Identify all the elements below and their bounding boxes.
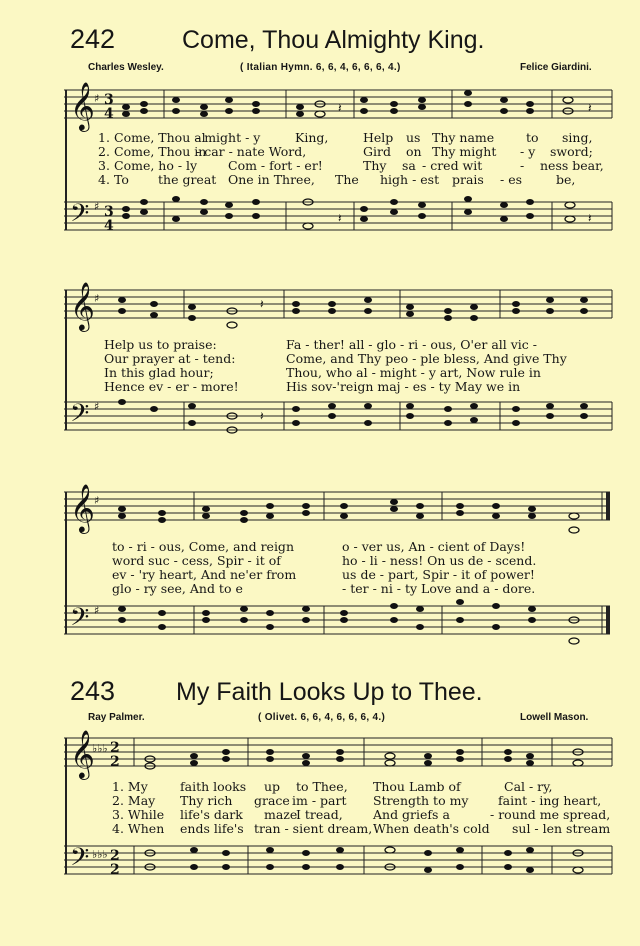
- lyric-line: ev - 'ry heart, And ne'er from: [112, 567, 297, 582]
- lyric-syllable: sa: [402, 158, 416, 173]
- svg-text:♯: ♯: [94, 200, 100, 213]
- lyric-line: Our prayer at - tend:: [104, 351, 236, 366]
- lyric-syllable: - might - y: [196, 130, 261, 145]
- svg-text:𝄞: 𝄞: [70, 281, 95, 330]
- lyric-syllable: Thy rich: [180, 793, 233, 808]
- svg-text:♯: ♯: [94, 604, 100, 617]
- lyric-syllable: Com - fort - er!: [228, 158, 323, 173]
- hymn-composer: Lowell Mason.: [520, 712, 589, 723]
- hymn-number: 242: [70, 24, 116, 54]
- lyric-syllable: I tread,: [296, 807, 343, 822]
- lyric-line: glo - ry see, And to e: [112, 581, 243, 596]
- hymn-author: Charles Wesley.: [88, 62, 164, 73]
- lyric-line: Fa - ther! all - glo - ri - ous, O'er all vic -: [286, 337, 537, 352]
- svg-text:3: 3: [104, 204, 114, 220]
- lyric-syllable: Thy: [363, 158, 387, 173]
- svg-text:♯: ♯: [94, 92, 100, 105]
- lyric-syllable: - y: [520, 144, 536, 159]
- lyric-syllable: sing,: [562, 130, 593, 145]
- lyric-syllable: Help: [363, 130, 394, 145]
- lyric-syllable: ends life's: [180, 821, 244, 836]
- lyric-syllable: - cred wit: [422, 158, 483, 173]
- lyric-syllable: maze: [264, 807, 298, 822]
- lyric-syllable: us: [406, 130, 421, 145]
- svg-text:2: 2: [110, 740, 120, 756]
- verse-4-num: 4.: [98, 172, 110, 187]
- lyric-syllable: Come, Thou al: [114, 130, 206, 145]
- lyric-syllable: To: [114, 172, 129, 187]
- lyric-line: ho - li - ness! On us de - scend.: [342, 553, 537, 568]
- svg-text:𝄢: 𝄢: [70, 199, 90, 234]
- svg-text:𝄽: 𝄽: [588, 211, 592, 225]
- hymn-title: My Faith Looks Up to Thee.: [176, 678, 483, 706]
- lyric-syllable: be,: [556, 172, 576, 187]
- svg-text:𝄽: 𝄽: [338, 211, 342, 225]
- lyric-line: Come, and Thy peo - ple bless, And give Thy: [286, 351, 567, 366]
- svg-text:𝄢: 𝄢: [70, 399, 90, 434]
- svg-text:♯: ♯: [94, 292, 100, 305]
- lyric-syllable: 2. May: [112, 793, 156, 808]
- lyric-syllable: faith looks: [180, 779, 247, 794]
- verse-3-num: 3.: [98, 158, 110, 173]
- lyric-syllable: up: [264, 779, 281, 794]
- lyric-syllable: One in Three,: [228, 172, 315, 187]
- lyric-syllable: faint - ing heart,: [498, 793, 602, 808]
- lyric-line: Help us to praise:: [104, 337, 217, 352]
- hymn-tune: ( Italian Hymn. 6, 6, 4, 6, 6, 6, 4.): [240, 62, 401, 73]
- svg-text:♯: ♯: [94, 494, 100, 507]
- hymn-composer: Felice Giardini.: [520, 62, 592, 73]
- svg-text:𝄽: 𝄽: [338, 101, 342, 115]
- lyric-syllable: Cal - ry,: [504, 779, 553, 794]
- lyric-line: - ter - ni - ty Love and a - dore.: [342, 581, 536, 596]
- lyric-syllable: -: [520, 158, 525, 173]
- svg-text:𝄽: 𝄽: [260, 297, 264, 311]
- svg-text:♭♭♭: ♭♭♭: [92, 848, 108, 861]
- svg-text:𝄞: 𝄞: [70, 729, 95, 778]
- lyric-syllable: - es: [500, 172, 523, 187]
- lyric-syllable: life's dark: [180, 807, 243, 822]
- lyric-syllable: Thy might: [432, 144, 497, 159]
- svg-text:4: 4: [104, 106, 114, 122]
- hymn-title: Come, Thou Almighty King.: [182, 26, 485, 54]
- verse-2-num: 2.: [98, 144, 110, 159]
- lyric-syllable: - car - nate Word,: [196, 144, 307, 159]
- lyric-line: to - ri - ous, Come, and reign: [112, 539, 294, 554]
- hymn-tune: ( Olivet. 6, 6, 4, 6, 6, 6, 4.): [258, 712, 386, 723]
- svg-text:𝄢: 𝄢: [70, 603, 90, 638]
- lyric-syllable: sul - len stream: [512, 821, 611, 836]
- lyric-syllable: on: [406, 144, 422, 159]
- lyric-syllable: ness bear,: [540, 158, 604, 173]
- lyric-syllable: The: [335, 172, 359, 187]
- svg-text:2: 2: [110, 848, 120, 864]
- lyric-syllable: Come, ho - ly: [114, 158, 198, 173]
- lyric-syllable: Strength to my: [373, 793, 469, 808]
- lyric-syllable: prais: [452, 172, 484, 187]
- svg-text:♯: ♯: [94, 400, 100, 413]
- svg-text:𝄞: 𝄞: [70, 483, 95, 532]
- lyric-line: Hence ev - er - more!: [104, 379, 239, 394]
- lyric-line: In this glad hour;: [104, 365, 214, 380]
- lyric-syllable: im - part: [292, 793, 347, 808]
- lyric-syllable: to: [526, 130, 539, 145]
- svg-text:♭♭♭: ♭♭♭: [92, 742, 108, 755]
- svg-text:4: 4: [104, 218, 114, 234]
- lyric-line: His sov-'reign maj - es - ty May we in: [286, 379, 521, 394]
- lyric-syllable: Thou Lamb of: [373, 779, 461, 794]
- svg-text:𝄢: 𝄢: [70, 843, 90, 878]
- lyric-syllable: sword;: [550, 144, 593, 159]
- hymn-number: 243: [70, 676, 116, 706]
- lyric-syllable: grace: [254, 793, 290, 808]
- lyric-line: Thou, who al - might - y art, Now rule in: [286, 365, 541, 380]
- lyric-syllable: And griefs a: [373, 807, 450, 822]
- lyric-syllable: to Thee,: [296, 779, 348, 794]
- lyric-line: word suc - cess, Spir - it of: [112, 553, 281, 568]
- verse-1-num: 1.: [98, 130, 110, 145]
- hymn-author: Ray Palmer.: [88, 712, 145, 723]
- lyric-syllable: 4. When: [112, 821, 165, 836]
- lyric-syllable: King,: [295, 130, 329, 145]
- lyric-syllable: 3. While: [112, 807, 165, 822]
- svg-text:2: 2: [110, 754, 120, 770]
- svg-text:𝄽: 𝄽: [260, 409, 264, 423]
- lyric-syllable: Come, Thou in: [114, 144, 207, 159]
- svg-text:𝄞: 𝄞: [70, 81, 95, 130]
- svg-text:𝄽: 𝄽: [588, 101, 592, 115]
- lyric-syllable: - round me spread,: [490, 807, 611, 822]
- lyric-syllable: Gird: [363, 144, 391, 159]
- lyric-syllable: 1. My: [112, 779, 148, 794]
- lyric-syllable: When death's cold: [373, 821, 490, 836]
- lyric-line: us de - part, Spir - it of power!: [342, 567, 535, 582]
- svg-text:2: 2: [110, 862, 120, 878]
- lyric-syllable: Thy name: [432, 130, 495, 145]
- lyric-syllable: tran - sient dream,: [254, 821, 373, 836]
- svg-text:3: 3: [104, 92, 114, 108]
- lyric-syllable: the great: [158, 172, 217, 187]
- lyric-line: o - ver us, An - cient of Days!: [342, 539, 526, 554]
- lyric-syllable: high - est: [380, 172, 440, 187]
